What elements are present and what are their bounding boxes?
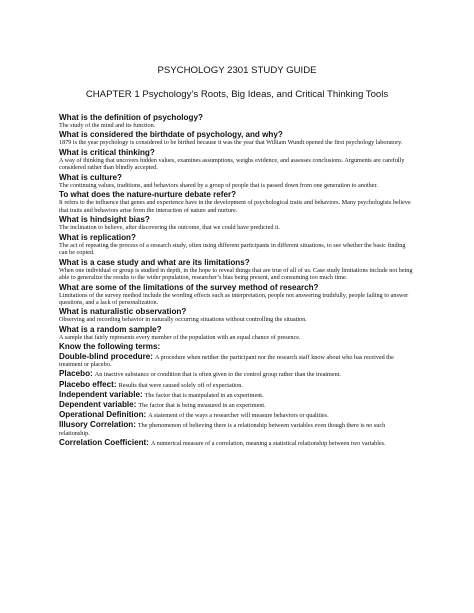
term-name: Correlation Coefficient: — [59, 437, 149, 447]
answer: A way of thinking that uncovers hidden values, examines assumptions, weighs evidence, and assesses conclusions. Arguments are carefully considered rather than blindly accepted. — [59, 156, 405, 172]
question: What is a random sample? — [59, 324, 162, 334]
answer: When one individual or group is studied in depth, in the hope to reveal things that are true of all of us. Case study limitations include not being able to generalize the results to the wider population, researcher’s bias being present, and consuming too much time. — [59, 266, 413, 282]
page-title: PSYCHOLOGY 2301 STUDY GUIDE — [157, 65, 317, 76]
answer: The act of repeating the process of a research study, often using different participants in different situations, to see whether the basic finding can be copied. — [59, 241, 406, 257]
term-definition: The factor that is being measured in an experiment. — [138, 401, 266, 409]
term-name: Double-blind procedure: — [59, 351, 153, 361]
term-definition: A statement of the ways a researcher will measure behaviors or qualities. — [148, 411, 329, 419]
term-definition: A procedure when neither the participant nor the research staff know about who has received the treatment or placebo. — [59, 353, 394, 369]
term-definition: The phenomenon of believing there is a relationship between variables even though there is no such relationship. — [59, 421, 386, 437]
term-entry — [59, 421, 415, 437]
term-entry — [59, 353, 415, 369]
question: What is a case study and what are its limitations? — [59, 257, 250, 267]
question: What is naturalistic observation? — [59, 307, 187, 317]
answer: The study of the mind and its function. — [59, 122, 156, 129]
answer: Observing and recording behavior in naturally occurring situations without controlling the situation. — [59, 316, 307, 324]
answer: Limitations of the survey method include the wording effects such as interpretation, people not answering truthfully, people failing to answer questions, and a lack of personalization. — [59, 291, 409, 307]
study-guide-content — [59, 113, 415, 448]
term-entry — [59, 391, 415, 400]
question: What is hindsight bias? — [59, 215, 150, 225]
term-entry — [59, 370, 415, 379]
term-name: Dependent variable: — [59, 399, 137, 409]
answer: A sample that fairly represents every member of the population with an equal chance of presence. — [59, 333, 301, 341]
term-name: Operational Definition: — [59, 409, 147, 419]
question: What is replication? — [59, 232, 136, 242]
question: What is critical thinking? — [59, 147, 155, 157]
chapter-title: CHAPTER 1 Psychology’s Roots, Big Ideas, and Critical Thinking Tools — [85, 89, 389, 100]
term-entry — [59, 401, 415, 410]
answer: The continuing values, traditions, and behaviors shared by a group of people that is passed down from one generation to another. — [59, 181, 378, 189]
term-definition: A numerical measure of a correlation, meaning a statistical relationship between two variables. — [150, 439, 386, 447]
term-name: Placebo effect: — [59, 379, 117, 389]
answer: 1879 is the year psychology is considered to be birthed because it was the year that William Wundt opened the first psychology laboratory. — [59, 139, 403, 147]
answer: It refers to the influence that genes and experience have in the development of psychological traits and behaviors. Many psychologists believe that traits and behaviors arise from the interaction of nature and nurture. — [59, 199, 411, 214]
term-entry — [59, 411, 415, 420]
term-entry — [59, 439, 415, 448]
question: To what does the nature-nurture debate refer? — [59, 190, 237, 200]
term-definition: An inactive substance or condition that is often given to the control group rather than the treatment. — [94, 371, 341, 379]
term-name: Illusory Correlation: — [59, 419, 136, 429]
terms-heading: Know the following terms: — [59, 342, 161, 352]
question: What are some of the limitations of the survey method of research? — [59, 282, 319, 292]
term-definition: The factor that is manipulated in an experiment. — [144, 391, 264, 399]
answer: The inclination to believe, after discovering the outcome, that we could have predicted it. — [59, 224, 280, 232]
question: What is the definition of psychology? — [59, 113, 203, 122]
term-entry — [59, 381, 415, 390]
term-definition: Results that were caused solely off of expectation. — [118, 381, 243, 389]
question: What is culture? — [59, 172, 122, 182]
question: What is considered the birthdate of psychology, and why? — [59, 130, 283, 140]
term-name: Independent variable: — [59, 389, 143, 399]
term-name: Placebo: — [59, 369, 93, 379]
